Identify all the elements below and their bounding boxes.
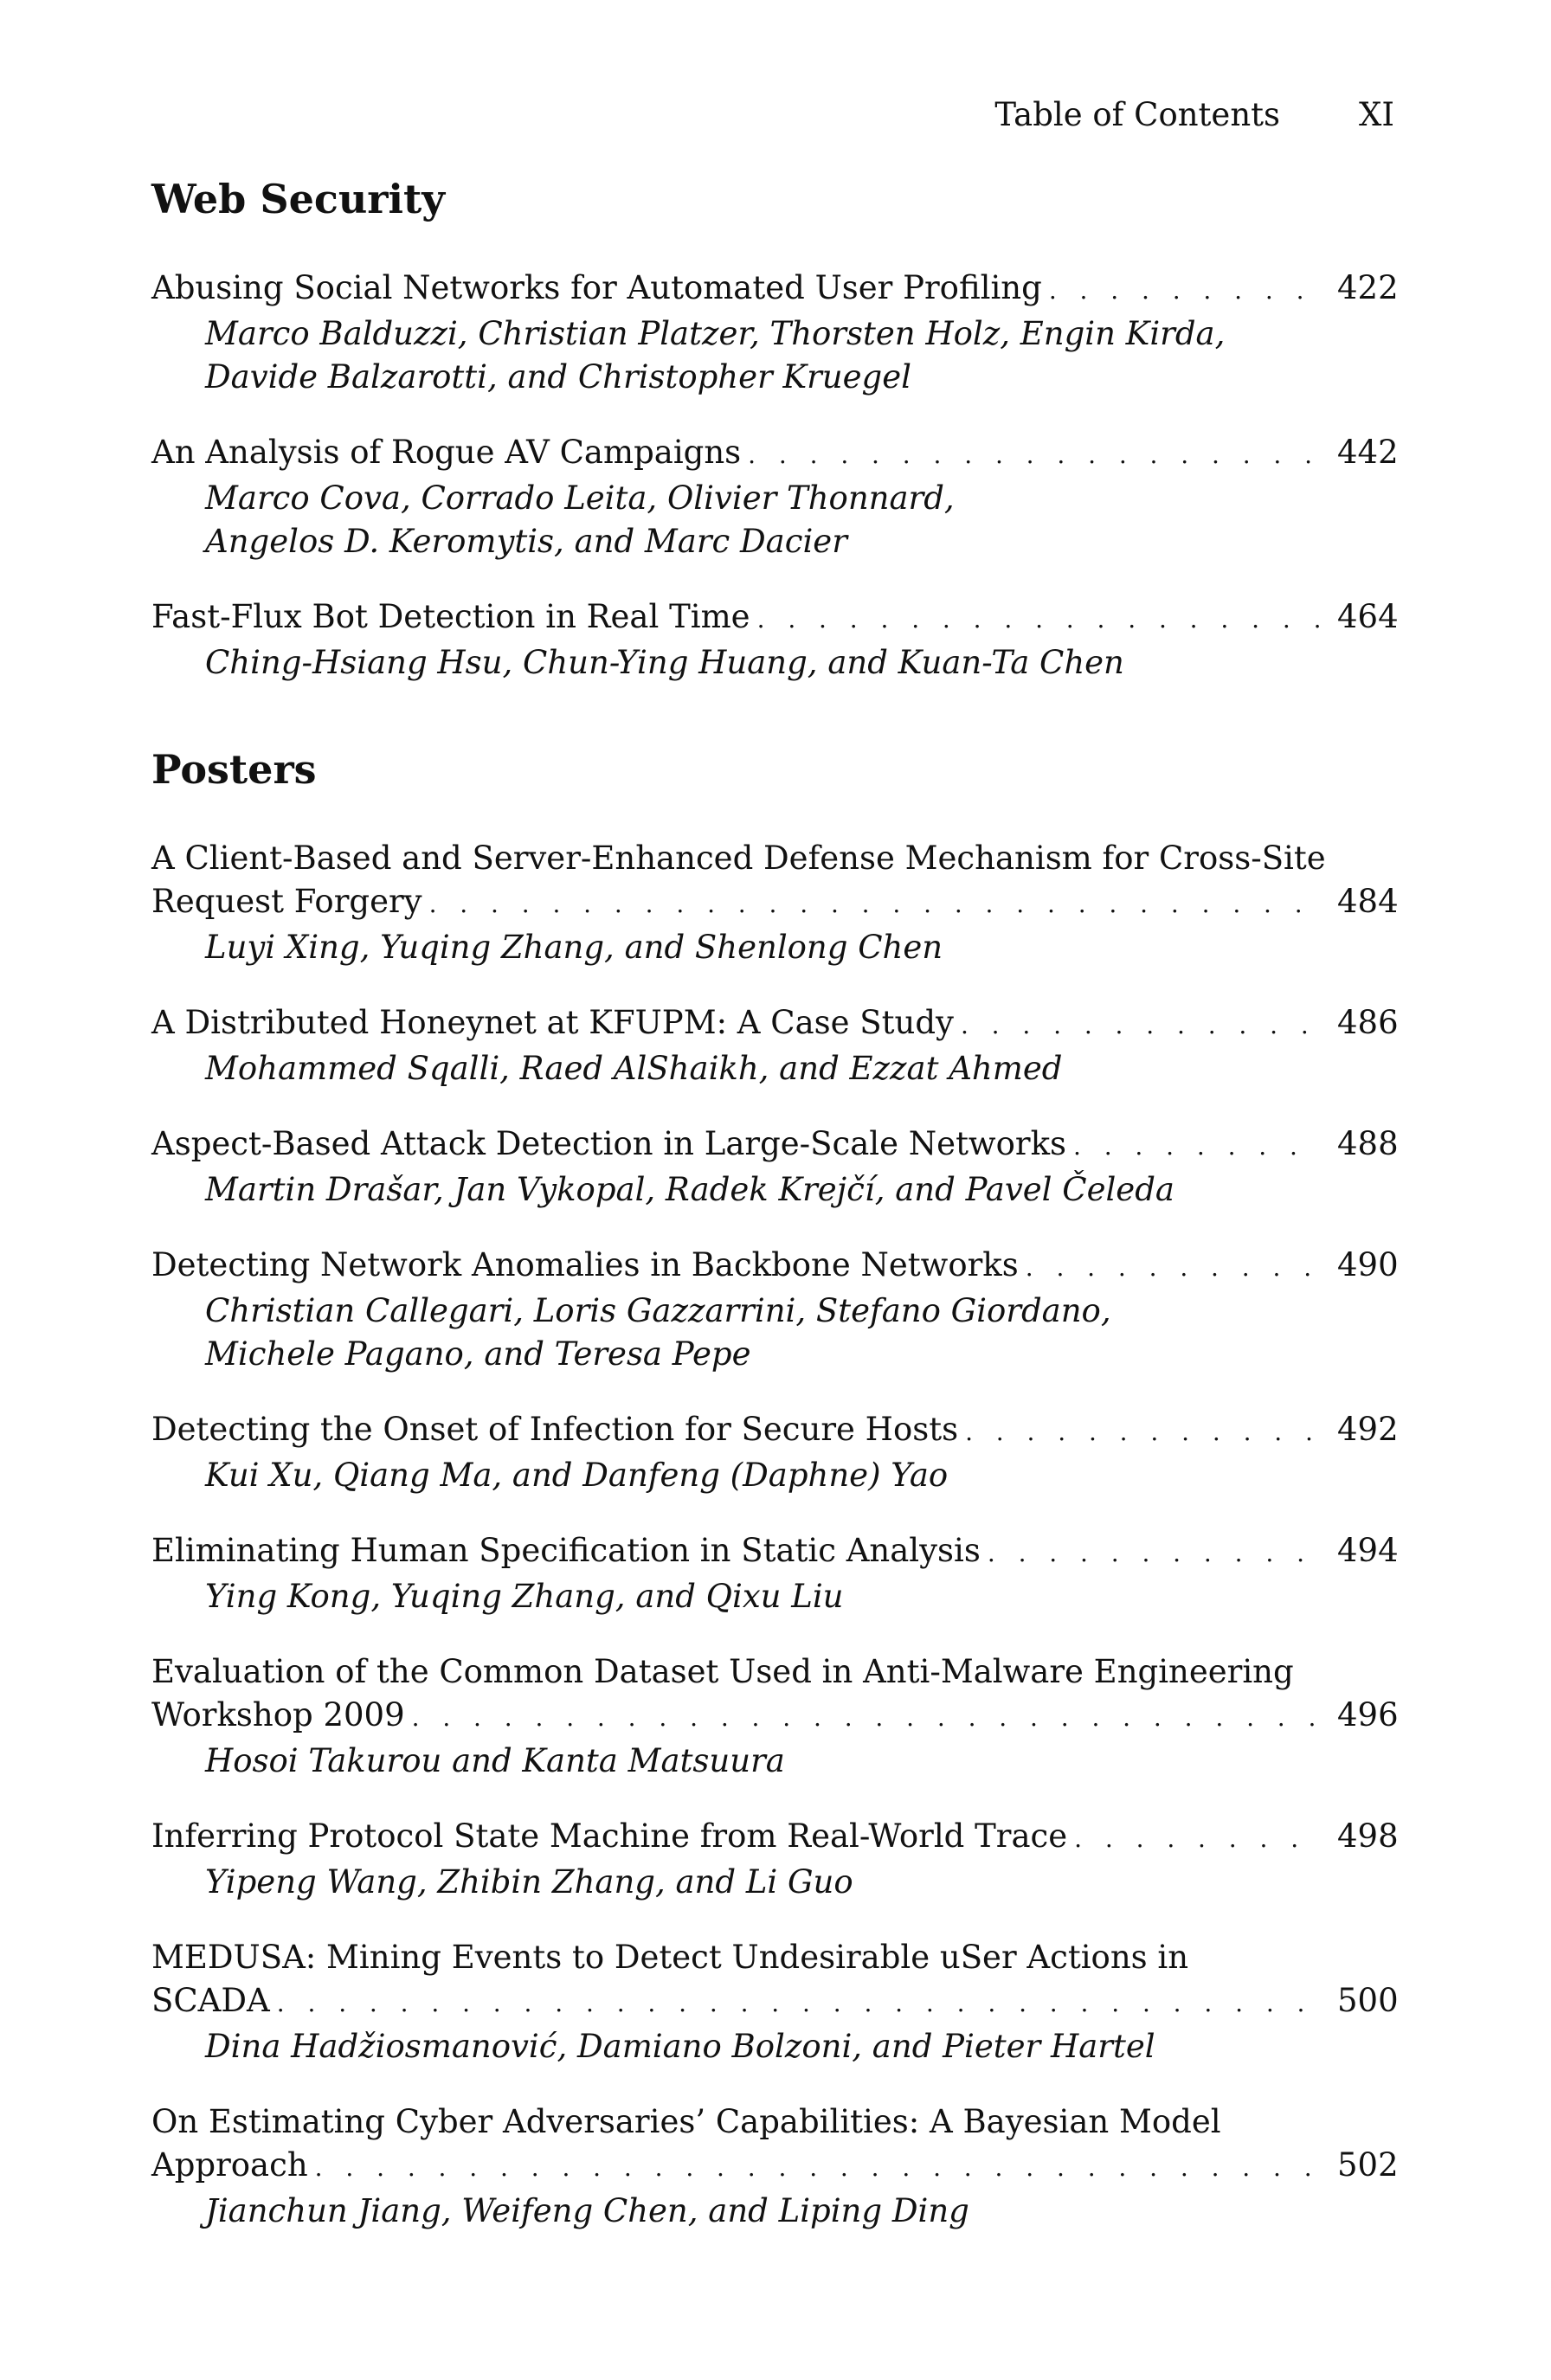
toc-entry-title: A Client-Based and Server-Enhanced Defense Mechanism for Cross-Site bbox=[151, 839, 1326, 877]
toc-entry-page: 500 bbox=[1337, 1982, 1399, 2019]
toc-entry-authors: Dina Hadžiosmanović, Damiano Bolzoni, and Pieter Hartel bbox=[205, 2028, 1155, 2065]
toc-content bbox=[151, 173, 1399, 2265]
toc-entry-title: An Analysis of Rogue AV Campaigns bbox=[151, 434, 742, 471]
toc-entry-authors: Kui Xu, Qiang Ma, and Danfeng (Daphne) Yao bbox=[205, 1457, 949, 1494]
toc-entry-title-line bbox=[151, 1694, 1399, 1740]
toc-entry-title-line bbox=[151, 1408, 1399, 1454]
toc-entry-authors: Jianchun Jiang, Weifeng Chen, and Liping Ding bbox=[205, 2192, 969, 2229]
toc-entry-title: MEDUSA: Mining Events to Detect Undesirable uSer Actions in bbox=[151, 1939, 1189, 1976]
toc-entry-page: 492 bbox=[1337, 1411, 1399, 1448]
toc-entry bbox=[151, 1122, 1399, 1212]
toc-entry-title-end: Workshop 2009 bbox=[151, 1696, 405, 1734]
toc-entry-title: A Distributed Honeynet at KFUPM: A Case Study bbox=[151, 1004, 954, 1041]
toc-entry-authors: Martin Drašar, Jan Vykopal, Radek Krejčí, and Pavel Čeleda bbox=[205, 1171, 1175, 1208]
toc-entry-page: 464 bbox=[1337, 598, 1399, 635]
toc-entry-title-line bbox=[151, 1244, 1399, 1290]
toc-entry-title-line bbox=[151, 1529, 1399, 1575]
running-head-page-number: XI bbox=[1359, 96, 1394, 133]
toc-entry-title-end: Approach bbox=[151, 2146, 308, 2184]
toc-entry-title: Fast-Flux Bot Detection in Real Time bbox=[151, 598, 750, 635]
toc-entry-authors: Mohammed Sqalli, Raed AlShaikh, and Ezzat Ahmed bbox=[205, 1050, 1063, 1087]
toc-entry bbox=[151, 595, 1399, 685]
toc-entry-title-end: Request Forgery bbox=[151, 883, 422, 920]
toc-entry-title-line bbox=[151, 2144, 1399, 2190]
toc-section-web-security bbox=[151, 173, 1399, 685]
toc-entry-page: 498 bbox=[1337, 1817, 1399, 1855]
toc-entry-title-line bbox=[151, 1122, 1399, 1168]
toc-entry-title: Detecting Network Anomalies in Backbone Networks bbox=[151, 1246, 1019, 1283]
toc-entry-authors: Luyi Xing, Yuqing Zhang, and Shenlong Chen bbox=[205, 929, 943, 966]
toc-entry-authors: Hosoi Takurou and Kanta Matsuura bbox=[205, 1742, 785, 1779]
toc-entry-title-line bbox=[151, 1979, 1399, 2025]
dot-leader bbox=[1074, 1817, 1322, 1861]
dot-leader bbox=[412, 1696, 1322, 1740]
dot-leader bbox=[1049, 269, 1322, 312]
toc-entry-page: 494 bbox=[1337, 1532, 1399, 1569]
dot-leader bbox=[315, 2146, 1322, 2190]
dot-leader bbox=[1073, 1125, 1322, 1168]
toc-entry-title-end: SCADA bbox=[151, 1982, 270, 2019]
toc-entry bbox=[151, 2100, 1399, 2233]
toc-entry bbox=[151, 1815, 1399, 1904]
dot-leader bbox=[429, 883, 1322, 926]
running-head-title: Table of Contents bbox=[994, 96, 1280, 133]
section-heading: Web Security bbox=[151, 176, 445, 222]
toc-entry-title: Eliminating Human Specification in Static Analysis bbox=[151, 1532, 981, 1569]
toc-entry-authors: Michele Pagano, and Teresa Pepe bbox=[205, 1335, 751, 1373]
toc-entry-title-line bbox=[151, 880, 1399, 926]
toc-entry-title: On Estimating Cyber Adversaries’ Capabilities: A Bayesian Model bbox=[151, 2103, 1221, 2140]
toc-entry-title: Evaluation of the Common Dataset Used in Anti-Malware Engineering bbox=[151, 1653, 1294, 1690]
running-head bbox=[151, 93, 1394, 137]
toc-entry bbox=[151, 1936, 1399, 2068]
toc-entry-authors: Ching-Hsiang Hsu, Chun-Ying Huang, and Kuan-Ta Chen bbox=[205, 644, 1124, 681]
toc-entry bbox=[151, 1244, 1399, 1376]
toc-entry-title-line bbox=[151, 1001, 1399, 1047]
toc-entry bbox=[151, 1529, 1399, 1618]
toc-entry-authors: Yipeng Wang, Zhibin Zhang, and Li Guo bbox=[205, 1863, 853, 1901]
toc-entry-title: Detecting the Onset of Infection for Secure Hosts bbox=[151, 1411, 959, 1448]
dot-leader bbox=[988, 1532, 1322, 1575]
toc-entry-authors: Christian Callegari, Loris Gazzarrini, Stefano Giordano, bbox=[205, 1292, 1111, 1329]
toc-entry bbox=[151, 1650, 1399, 1783]
toc-entry-title-line bbox=[151, 267, 1399, 312]
toc-entry-title-line bbox=[151, 1815, 1399, 1861]
toc-entry-authors: Ying Kong, Yuqing Zhang, and Qixu Liu bbox=[205, 1578, 844, 1615]
toc-entry-page: 496 bbox=[1337, 1696, 1399, 1734]
toc-entry-page: 442 bbox=[1337, 434, 1399, 471]
toc-entry-page: 484 bbox=[1337, 883, 1399, 920]
toc-entry bbox=[151, 1408, 1399, 1497]
toc-entry-title-line bbox=[151, 595, 1399, 641]
toc-entry-title: Abusing Social Networks for Automated User Profiling bbox=[151, 269, 1042, 306]
toc-entry-authors: Marco Balduzzi, Christian Platzer, Thorsten Holz, Engin Kirda, bbox=[205, 315, 1226, 352]
toc-entry bbox=[151, 267, 1399, 399]
toc-entry-title: Inferring Protocol State Machine from Real-World Trace bbox=[151, 1817, 1068, 1855]
toc-entry-authors: Marco Cova, Corrado Leita, Olivier Thonnard, bbox=[205, 479, 955, 517]
toc-entry-title: Aspect-Based Attack Detection in Large-Scale Networks bbox=[151, 1125, 1066, 1162]
toc-entry-page: 502 bbox=[1337, 2146, 1399, 2184]
toc-entry bbox=[151, 431, 1399, 563]
toc-entry-authors: Davide Balzarotti, and Christopher Kruegel bbox=[205, 358, 911, 396]
toc-entry-page: 486 bbox=[1337, 1004, 1399, 1041]
toc-entry bbox=[151, 1001, 1399, 1090]
toc-entry bbox=[151, 837, 1399, 969]
toc-section-posters bbox=[151, 743, 1399, 2233]
dot-leader bbox=[961, 1004, 1322, 1047]
toc-entry-page: 490 bbox=[1337, 1246, 1399, 1283]
toc-entry-authors: Angelos D. Keromytis, and Marc Dacier bbox=[205, 523, 847, 560]
dot-leader bbox=[965, 1411, 1322, 1454]
dot-leader bbox=[748, 434, 1322, 477]
dot-leader bbox=[757, 598, 1322, 641]
toc-entry-page: 422 bbox=[1337, 269, 1399, 306]
dot-leader bbox=[277, 1982, 1322, 2025]
dot-leader bbox=[1026, 1246, 1322, 1290]
toc-entry-page: 488 bbox=[1337, 1125, 1399, 1162]
section-heading: Posters bbox=[151, 746, 317, 793]
toc-entry-title-line bbox=[151, 431, 1399, 477]
